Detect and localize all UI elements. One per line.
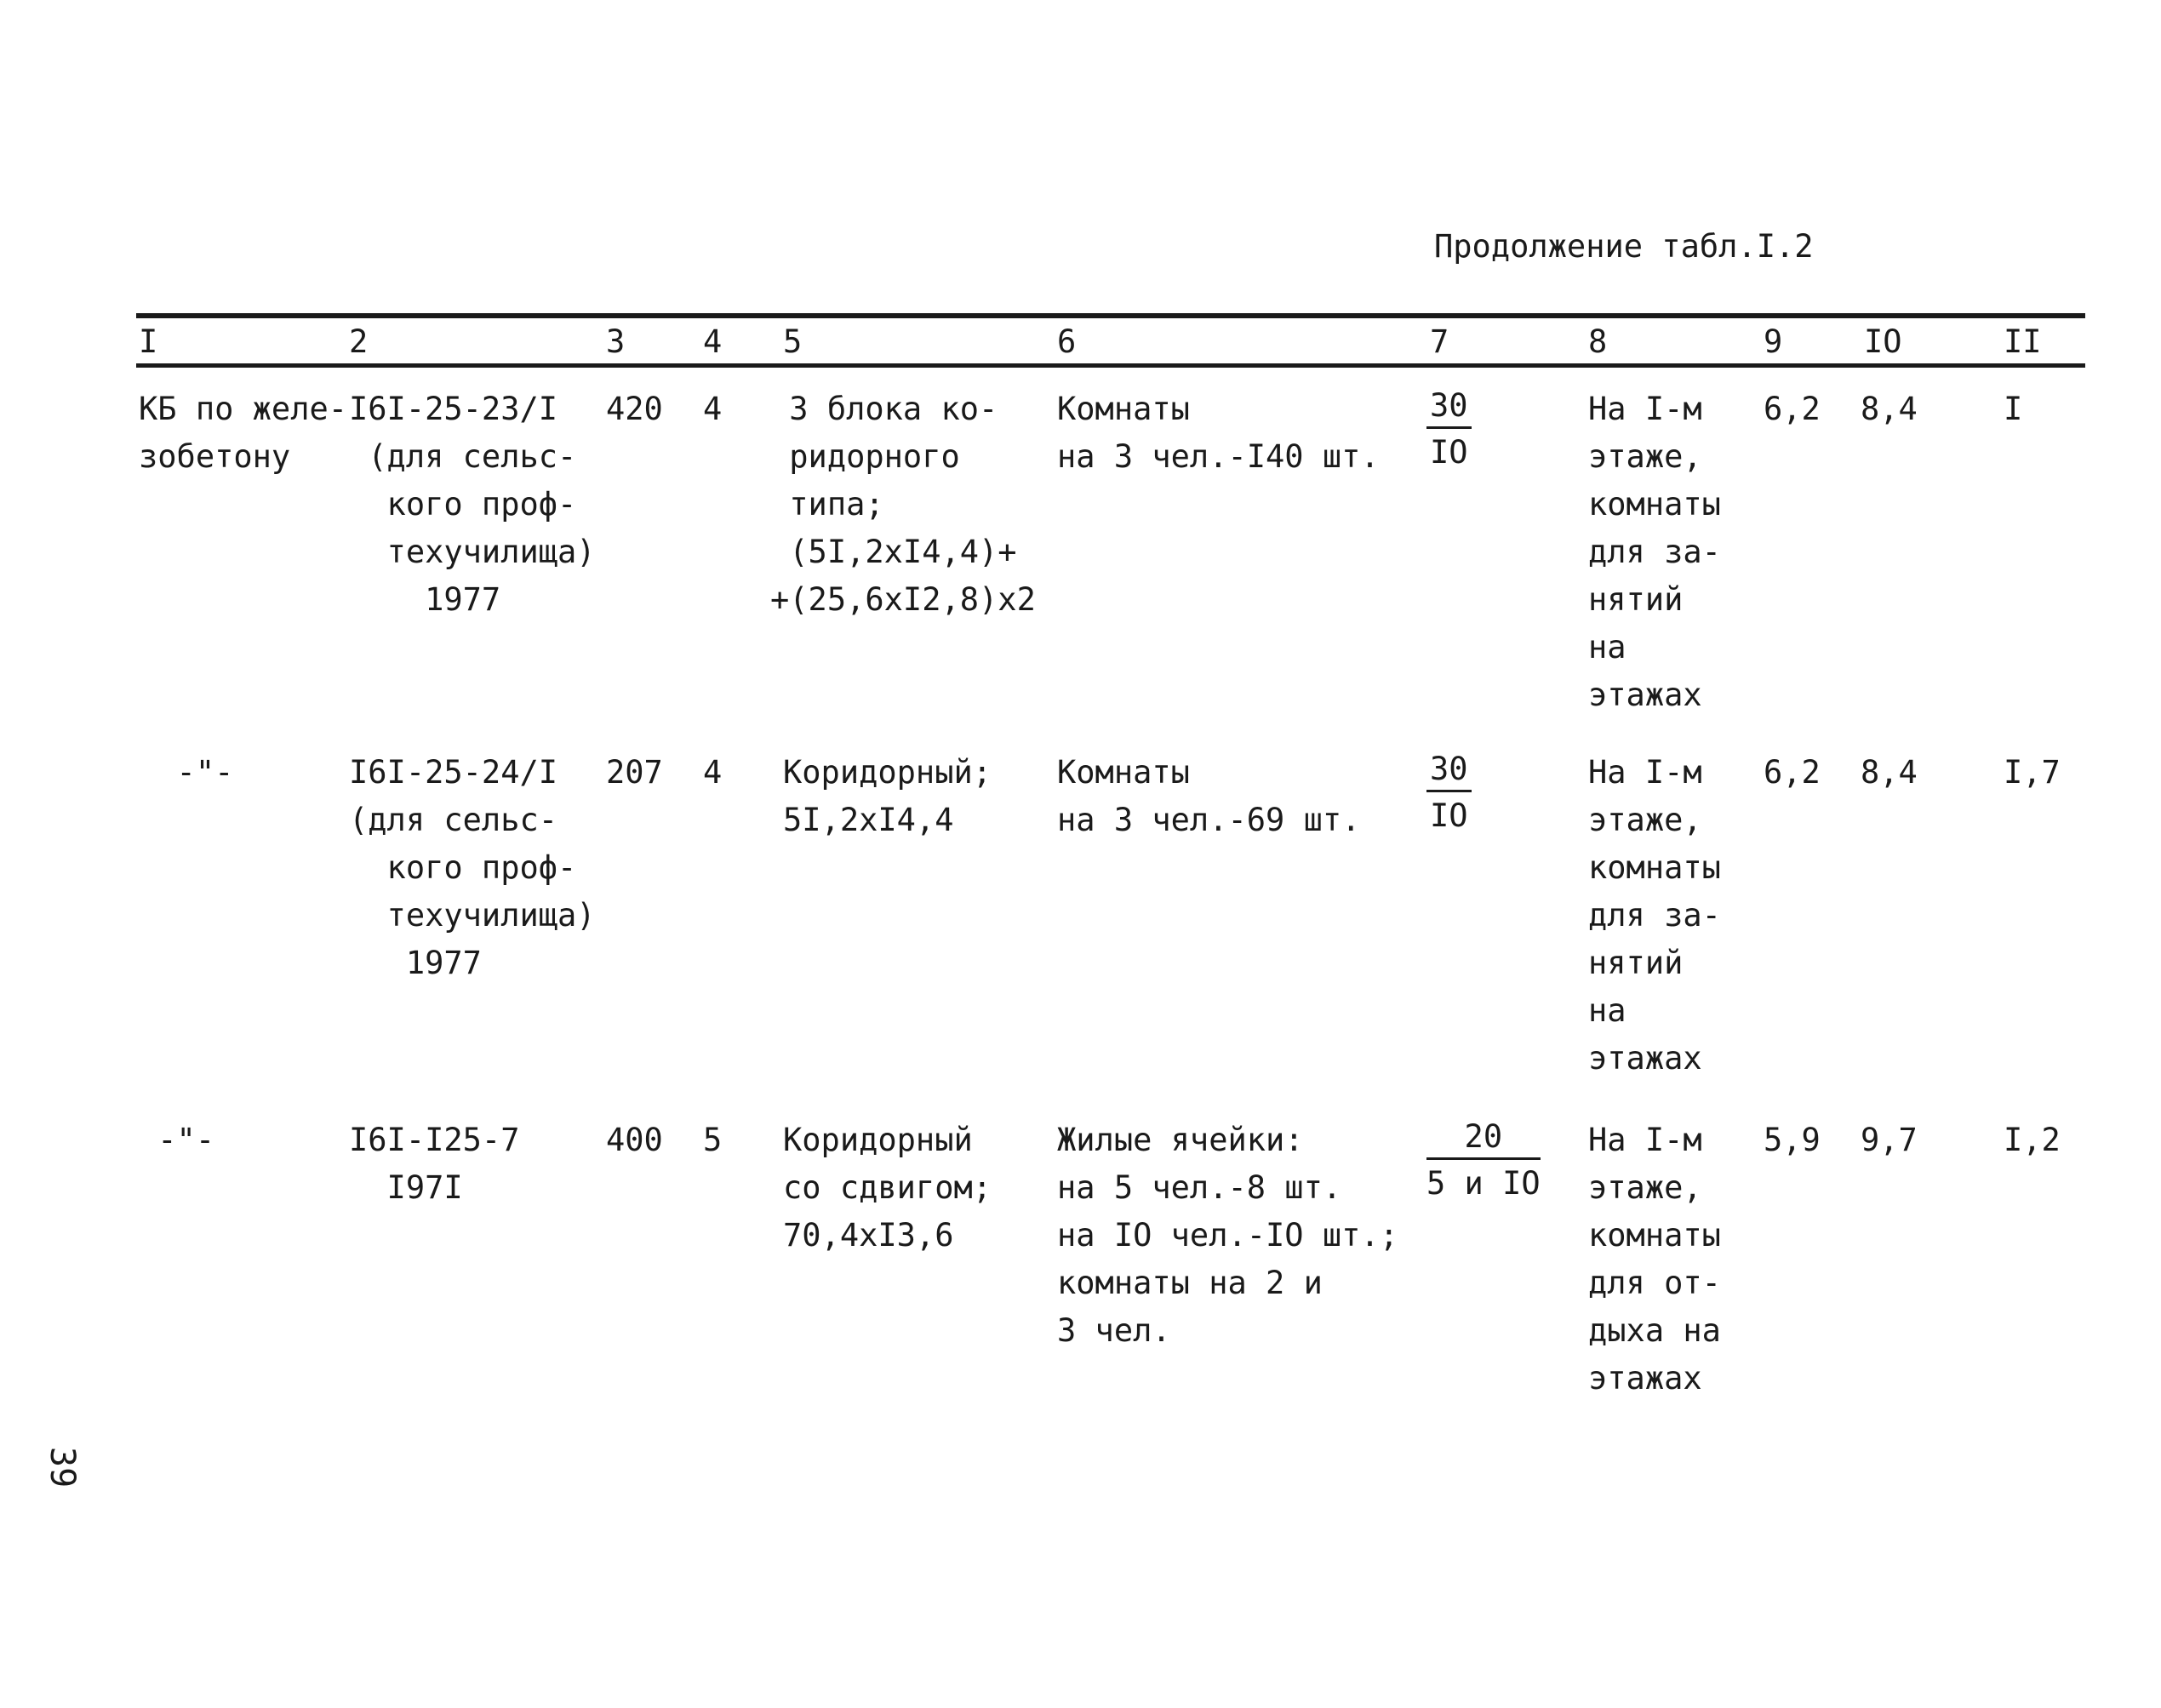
row3-col7-fraction: [1426, 1117, 1541, 1208]
row3-col8: На I-м этаже, комнаты для от- дыха на этажах: [1588, 1122, 1721, 1397]
row1-col5: 3 блока ко- ридорного типа; (5I,2xI4,4)+ +(25,6xI2,8)x2: [770, 391, 1036, 618]
fraction-numerator: 20: [1426, 1117, 1541, 1160]
header-col-8: 8: [1588, 323, 1608, 360]
row1-col10: 8,4: [1861, 391, 1918, 427]
fraction-denominator: IO: [1430, 797, 1468, 834]
fraction-numerator: 30: [1426, 386, 1472, 429]
page-number: 39: [43, 1447, 82, 1488]
row1-col2: I6I-25-23/I (для сельс- кого проф- техучилища) 1977: [349, 391, 596, 618]
row2-col7-fraction: [1426, 749, 1472, 840]
fraction-denominator: 5 и IO: [1426, 1165, 1541, 1202]
row2-col6: Комнаты на 3 чел.-69 шт.: [1057, 754, 1361, 838]
row2-col4: 4: [703, 754, 723, 791]
header-col-1: I: [139, 323, 158, 360]
row1-col4: 4: [703, 391, 723, 427]
header-col-10: IO: [1864, 323, 1902, 360]
header-col-7: 7: [1430, 323, 1449, 360]
table-top-rule: [136, 313, 2085, 318]
row1-col11: I: [2004, 391, 2023, 427]
row3-col11: I,2: [2004, 1122, 2061, 1158]
row1-col3: 420: [606, 391, 663, 427]
row2-col9: 6,2: [1764, 754, 1821, 791]
row1-col7-fraction: [1426, 386, 1472, 477]
row2-col5: Коридорный; 5I,2xI4,4: [783, 754, 992, 838]
row1-col6: Комнаты на 3 чел.-I40 шт.: [1057, 391, 1380, 475]
header-col-2: 2: [349, 323, 369, 360]
row1-col1: КБ по желе- зобетону: [139, 391, 348, 475]
row2-col1: -"-: [139, 754, 234, 791]
fraction-numerator: 30: [1426, 749, 1472, 792]
row3-col4: 5: [703, 1122, 723, 1158]
row2-col10: 8,4: [1861, 754, 1918, 791]
row3-col6: Жилые ячейки: на 5 чел.-8 шт. на IO чел.-IO шт.; комнаты на 2 и 3 чел.: [1057, 1122, 1398, 1349]
header-col-5: 5: [783, 323, 803, 360]
fraction-denominator: IO: [1430, 434, 1468, 471]
row3-col9: 5,9: [1764, 1122, 1821, 1158]
row2-col8: На I-м этаже, комнаты для за- нятий на этажах: [1588, 754, 1721, 1077]
row2-col3: 207: [606, 754, 663, 791]
row3-col5: Коридорный со сдвигом; 70,4xI3,6: [783, 1122, 992, 1254]
row3-col10: 9,7: [1861, 1122, 1918, 1158]
row3-col2: I6I-I25-7 I97I: [349, 1122, 520, 1206]
table-header-rule: [136, 363, 2085, 368]
row1-col8: На I-м этаже, комнаты для за- нятий на этажах: [1588, 391, 1721, 713]
row1-col9: 6,2: [1764, 391, 1821, 427]
header-col-6: 6: [1057, 323, 1077, 360]
header-col-4: 4: [703, 323, 723, 360]
header-col-11: II: [2004, 323, 2042, 360]
row3-col1: -"-: [139, 1122, 215, 1158]
row3-col3: 400: [606, 1122, 663, 1158]
header-col-9: 9: [1764, 323, 1783, 360]
header-col-3: 3: [606, 323, 626, 360]
row2-col2: I6I-25-24/I (для сельс- кого проф- техучилища) 1977: [349, 754, 596, 981]
row2-col11: I,7: [2004, 754, 2061, 791]
table-caption: Продолжение табл.I.2: [1434, 228, 1814, 265]
